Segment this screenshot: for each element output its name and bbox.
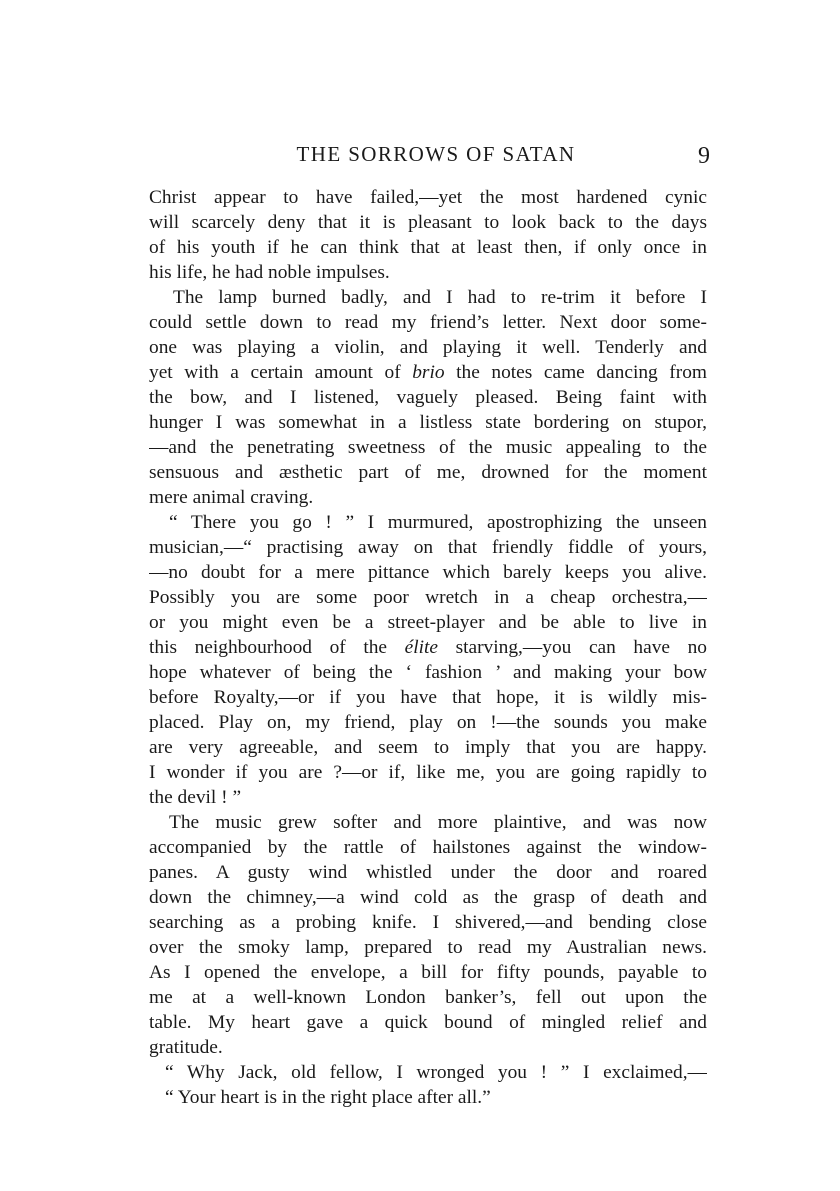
text-line: sensuous and æsthetic part of me, drowned for the moment xyxy=(149,462,707,483)
running-title: THE SORROWS OF SATAN xyxy=(296,142,576,166)
text-line: Possibly you are some poor wretch in a cheap orchestra,— xyxy=(149,587,707,608)
text-line: down the chimney,—a wind cold as the grasp of death and xyxy=(149,887,707,908)
text-segment: yet with a certain amount of xyxy=(149,362,413,383)
text-line: gratitude. xyxy=(149,1037,223,1058)
text-line xyxy=(149,635,707,660)
text-segment: starving,—you can have no xyxy=(437,637,707,658)
text-line: one was playing a violin, and playing it well. Tenderly and xyxy=(149,337,707,358)
text-line: panes. A gusty wind whistled under the door and roared xyxy=(149,862,707,883)
text-line: musician,—“ practising away on that friendly fiddle of yours, xyxy=(149,537,707,558)
text-line: the devil ! ” xyxy=(149,787,242,808)
text-line: accompanied by the rattle of hailstones against the window- xyxy=(149,837,707,858)
page-number: 9 xyxy=(698,143,710,169)
text-line: or you might even be a street-player and be able to live in xyxy=(149,612,707,633)
text-line: As I opened the envelope, a bill for fifty pounds, payable to xyxy=(149,962,707,983)
text-line: before Royalty,—or if you have that hope, it is wildly mis- xyxy=(149,687,707,708)
text-line: Christ appear to have failed,—yet the most hardened cynic xyxy=(149,187,707,208)
text-line: will scarcely deny that it is pleasant to look back to the days xyxy=(149,212,707,233)
text-line: I wonder if you are ?—or if, like me, you are going rapidly to xyxy=(149,762,707,783)
text-line: —and the penetrating sweetness of the music appealing to the xyxy=(149,437,707,458)
text-line: mere animal craving. xyxy=(149,487,314,508)
text-line: the bow, and I listened, vaguely pleased. Being faint with xyxy=(149,387,707,408)
text-line: over the smoky lamp, prepared to read my Australian news. xyxy=(149,937,707,958)
body-text xyxy=(149,185,707,1110)
italic-word: élite xyxy=(404,637,438,658)
text-line: table. My heart gave a quick bound of mingled relief and xyxy=(149,1012,707,1033)
text-line: of his youth if he can think that at least then, if only once in xyxy=(149,237,707,258)
italic-word: brio xyxy=(412,362,445,383)
text-line: The lamp burned badly, and I had to re-trim it before I xyxy=(173,287,707,308)
text-line: are very agreeable, and seem to imply that you are happy. xyxy=(149,737,707,758)
text-line: could settle down to read my friend’s letter. Next door some- xyxy=(149,312,707,333)
text-line: hunger I was somewhat in a listless state bordering on stupor, xyxy=(149,412,707,433)
text-line: “ Your heart is in the right place after all.” xyxy=(165,1087,491,1108)
text-line: hope whatever of being the ‘ fashion ’ and making your bow xyxy=(149,662,707,683)
text-line: —no doubt for a mere pittance which barely keeps you alive. xyxy=(149,562,707,583)
text-line: “ There you go ! ” I murmured, apostrophizing the unseen xyxy=(169,512,707,533)
text-line: “ Why Jack, old fellow, I wronged you ! ” I exclaimed,— xyxy=(165,1062,707,1083)
text-line: his life, he had noble impulses. xyxy=(149,262,390,283)
text-line xyxy=(149,360,707,385)
text-line: searching as a probing knife. I shivered,—and bending close xyxy=(149,912,707,933)
text-segment: the notes came dancing from xyxy=(444,362,707,383)
text-line: me at a well-known London banker’s, fell out upon the xyxy=(149,987,707,1008)
running-head xyxy=(148,141,710,171)
text-line: The music grew softer and more plaintive, and was now xyxy=(169,812,707,833)
text-line: placed. Play on, my friend, play on !—the sounds you make xyxy=(149,712,707,733)
text-segment: this neighbourhood of the xyxy=(149,637,405,658)
